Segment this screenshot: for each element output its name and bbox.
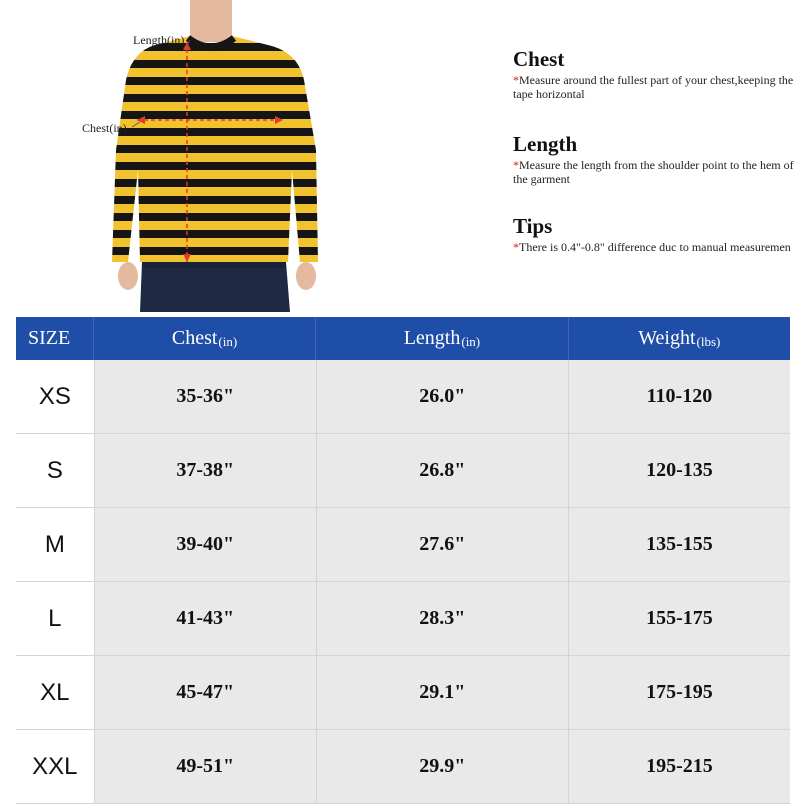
length-label: Length(in) [133, 33, 185, 47]
chest-label: Chest(in) [82, 121, 127, 135]
chest-cell: 45-47" [95, 656, 317, 729]
chest-note-text [513, 73, 798, 101]
chest-cell: 39-40" [95, 508, 317, 581]
length-cell: 29.1" [317, 656, 569, 729]
table-row [16, 582, 790, 656]
header-chest-unit: (in) [218, 333, 238, 349]
weight-cell: 110-120 [569, 360, 790, 433]
length-note-body: Measure the length from the shoulder point to the hem of the garment [513, 158, 794, 186]
header-size: SIZE [16, 317, 94, 360]
weight-cell: 155-175 [569, 582, 790, 655]
chest-note [513, 47, 798, 101]
length-cell: 29.9" [317, 730, 569, 803]
size-cell: XL [16, 656, 95, 729]
asterisk-icon: * [513, 73, 519, 87]
chest-cell: 37-38" [95, 434, 317, 507]
table-row [16, 656, 790, 730]
header-length-unit: (in) [461, 333, 481, 349]
tips-note-text [513, 240, 798, 254]
chest-cell: 49-51" [95, 730, 317, 803]
header-length [316, 317, 568, 360]
weight-cell: 175-195 [569, 656, 790, 729]
size-cell: S [16, 434, 95, 507]
size-cell: XS [16, 360, 95, 433]
table-row [16, 360, 790, 434]
header-weight-unit: (lbs) [696, 333, 721, 349]
header-chest [94, 317, 316, 360]
length-note [513, 132, 798, 186]
length-cell: 28.3" [317, 582, 569, 655]
header-chest-label: Chest [171, 327, 218, 349]
model-figure [0, 0, 460, 312]
jeans [140, 262, 290, 312]
asterisk-icon: * [513, 158, 519, 172]
chest-note-body: Measure around the fullest part of your chest,keeping the tape horizontal [513, 73, 794, 101]
weight-cell: 120-135 [569, 434, 790, 507]
size-cell: XXL [16, 730, 95, 803]
length-note-text [513, 158, 798, 186]
chest-note-title: Chest [513, 47, 565, 71]
chest-cell: 35-36" [95, 360, 317, 433]
weight-cell: 135-155 [569, 508, 790, 581]
length-note-title: Length [513, 132, 578, 156]
length-cell: 26.8" [317, 434, 569, 507]
header-length-label: Length [403, 327, 461, 349]
header-weight-label: Weight [638, 327, 696, 349]
striped-shirt-illustration [0, 0, 460, 312]
table-row [16, 434, 790, 508]
length-cell: 26.0" [317, 360, 569, 433]
weight-cell: 195-215 [569, 730, 790, 803]
tips-note [513, 214, 798, 254]
table-row [16, 730, 790, 804]
size-chart-table [16, 317, 790, 804]
size-cell: L [16, 582, 95, 655]
asterisk-icon: * [513, 240, 519, 254]
length-cell: 27.6" [317, 508, 569, 581]
size-cell: M [16, 508, 95, 581]
table-row [16, 508, 790, 582]
tips-note-body: There is 0.4"-0.8" difference duc to manual measuremen [519, 240, 791, 254]
header-weight [569, 317, 790, 360]
tips-note-title: Tips [513, 214, 553, 238]
neck [190, 0, 232, 42]
table-header [16, 317, 790, 360]
chest-cell: 41-43" [95, 582, 317, 655]
